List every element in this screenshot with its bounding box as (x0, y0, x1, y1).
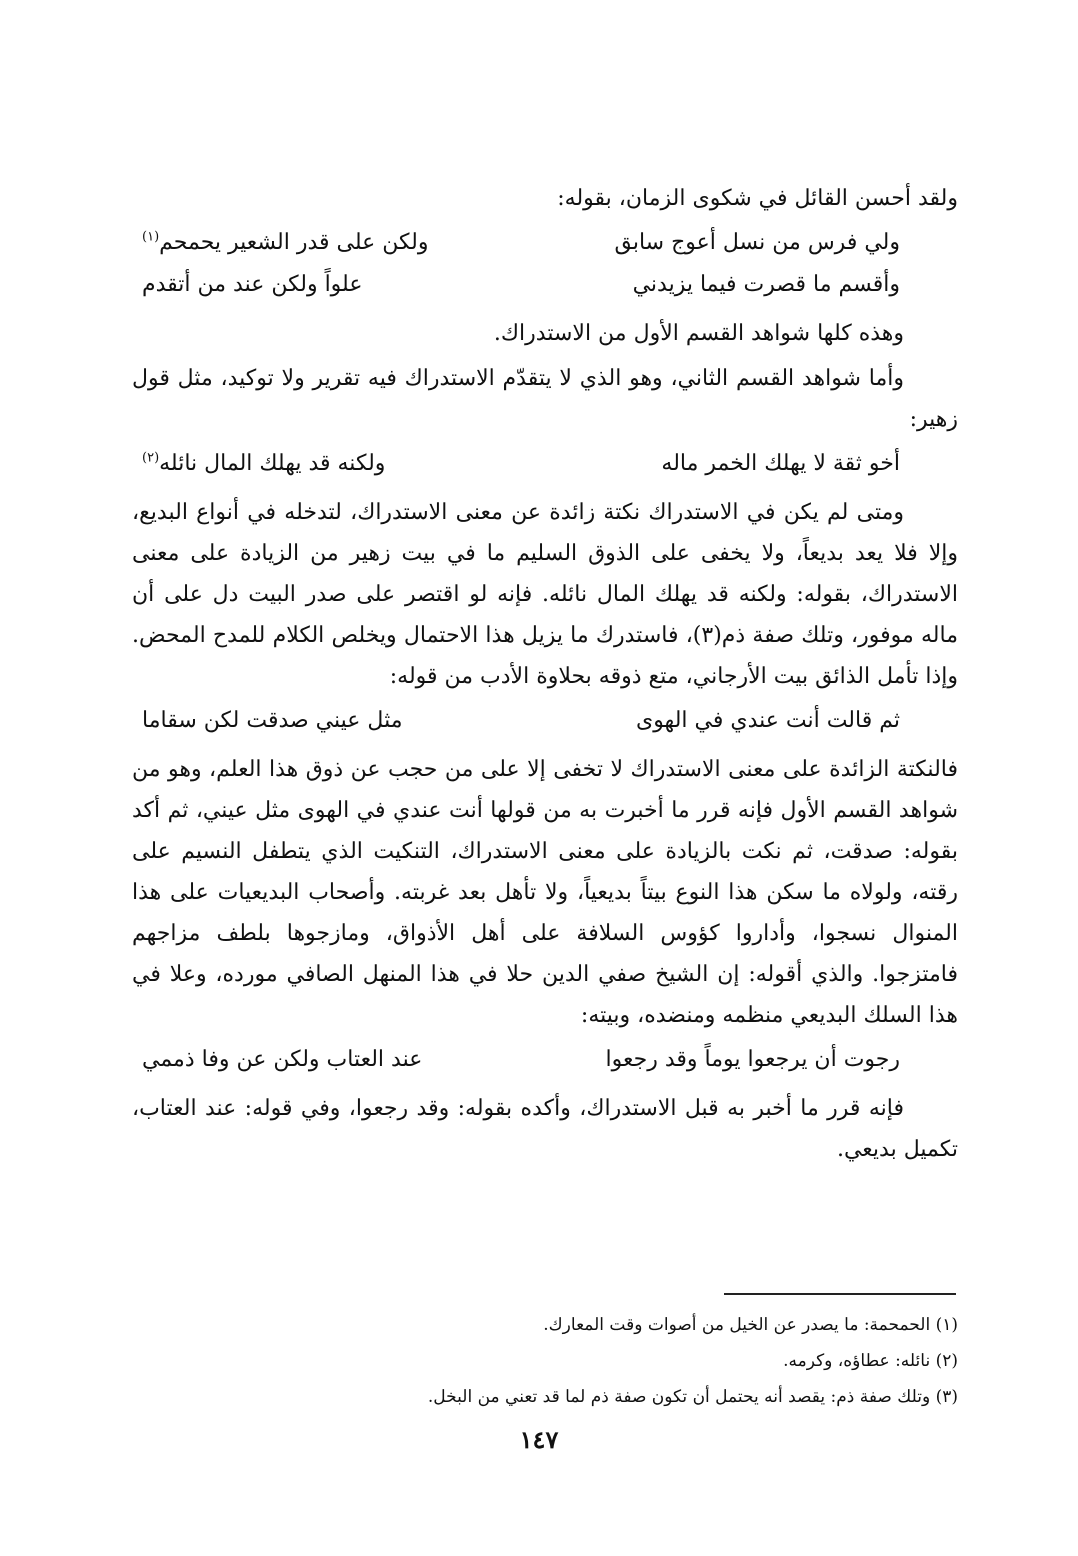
verse-second-text: ولكنه قد يهلك المال نائله (159, 451, 386, 476)
paragraph: وأما شواهد القسم الثاني، وهو الذي لا يتقدّم الاستدراك فيه تقرير ولا توكيد، مثل قول زهير: (132, 366, 958, 432)
main-text (132, 178, 958, 1174)
paragraph: وهذه كلها شواهد القسم الأول من الاستدراك. (493, 321, 904, 346)
paragraph: ولقد أحسن القائل في شكوى الزمان، بقوله: (557, 186, 958, 211)
footnote: (٢) نائله: عطاؤه، وكرمه. (783, 1351, 958, 1371)
verse-second-hemistich: عند العتاب ولكن عن وفا ذممي (142, 1047, 423, 1072)
verse-second-hemistich: علواً ولكن عند من أتقدم (142, 272, 363, 297)
verse-first-hemistich: أخو ثقة لا يهلك الخمر ماله (661, 451, 900, 476)
poem-verse (132, 444, 958, 484)
verse-first-hemistich: ولي فرس من نسل أعوج سابق (614, 230, 900, 255)
paragraph: ومتى لم يكن في الاستدراك نكتة زائدة عن معنى الاستدراك، لتدخله في أنواع البديع، وإلا فلا يعد بديعاً، ولا يخفى على الذوق السليم ما في بيت زهير من الزيادة على معنى الاستدراك، بقوله: ولكنه قد يهلك المال نائله. فإنه لو اقتصر على صدر البيت دل على أن ماله موفور، وتلك صفة ذم(٣)، فاستدرك ما يزيل هذا الاحتمال ويخلص الكلام للمدح المحض. وإذا تأمل الذائق بيت الأرجاني، متع ذوقه بحلاوة الأدب من قوله: (132, 500, 958, 689)
footnote-marker: (٢) (142, 450, 160, 466)
footnote: (١) الحمحمة: ما يصدر عن الخيل من أصوات وقت المعارك. (543, 1315, 958, 1335)
footnote-separator (724, 1293, 956, 1295)
poem-verse (132, 223, 958, 263)
footnote: (٣) وتلك صفة ذم: يقصد أنه يحتمل أن تكون صفة ذم لما قد تعني من البخل. (427, 1387, 958, 1407)
verse-first-hemistich: رجوت أن يرجعوا يوماً وقد رجعوا (605, 1047, 900, 1072)
verse-first-hemistich: وأقسم ما قصرت فيما يزيدني (632, 272, 900, 297)
footnote-marker: (١) (142, 229, 160, 245)
verse-second-hemistich: مثل عيني صدقت لكن سقاما (142, 708, 403, 733)
verse-second-text: ولكن على قدر الشعير يحمحم (159, 230, 429, 255)
verse-second-hemistich (142, 223, 472, 263)
paragraph: فالنكتة الزائدة على معنى الاستدراك لا تخفى إلا على من حجب عن ذوق هذا العلم، وهو من شواهد القسم الأول فإنه قرر ما أخبرت به من قولها أنت عندي في الهوى مثل عيني، ثم أكد بقوله: صدقت، ثم نكت بالزيادة على معنى الاستدراك، التنكيت الذي يتطفل النسيم على رقته، ولولاه ما سكن هذا النوع بيتاً بديعياً، ولا تأهل بعد غربته. وأصحاب البديعيات على هذا المنوال نسجوا، وأداروا كؤوس السلافة على أهل الأذواق، ومازجوها بلطف مزاجهم فامتزجوا. والذي أقوله: إن الشيخ صفي الدين حلا في هذا المنهل الصافي مورده، وعلا في هذا السلك البديعي منظمه ومنضده، وبيته: (132, 757, 958, 1028)
poem-verse (132, 1040, 958, 1080)
page-number: ١٤٧ (519, 1425, 559, 1454)
footnotes (200, 1307, 958, 1415)
verse-second-hemistich (142, 444, 472, 484)
poem-verse (132, 701, 958, 741)
poem-verse (132, 265, 958, 305)
verse-first-hemistich: ثم قالت أنت عندي في الهوى (635, 708, 900, 733)
paragraph: فإنه قرر ما أخبر به قبل الاستدراك، وأكده بقوله: وقد رجعوا، وفي قوله: عند العتاب، تكميل بديعي. (132, 1096, 958, 1162)
